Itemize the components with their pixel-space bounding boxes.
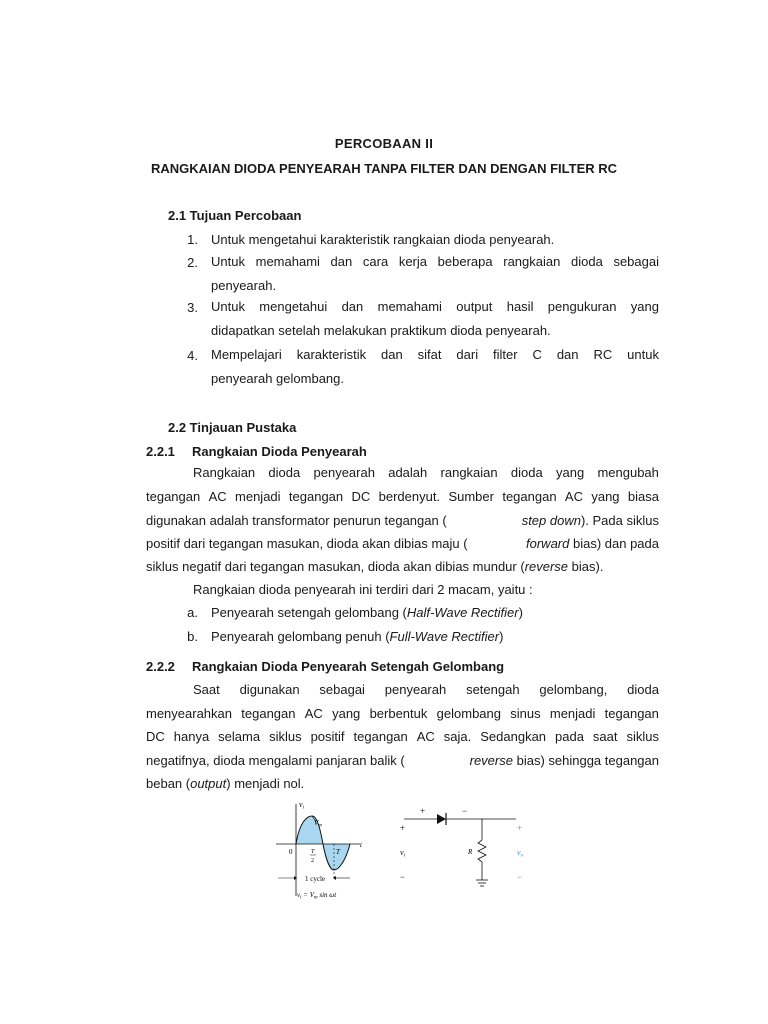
positive-half-cycle xyxy=(296,816,323,844)
text-run xyxy=(526,535,659,553)
text-run: bias) dan pada xyxy=(569,536,659,551)
word: tegangan xyxy=(604,706,659,721)
list-letter: b. xyxy=(187,629,198,644)
text-run: beban ( xyxy=(146,776,191,791)
text-run: ) xyxy=(518,605,523,620)
word: yang xyxy=(630,299,659,314)
subsection-number: 2.2.1 xyxy=(146,444,175,459)
word: Sumber xyxy=(448,489,494,504)
word: selama xyxy=(218,729,261,744)
text-run: Penyearah setengah gelombang ( xyxy=(211,605,407,620)
word: tegangan xyxy=(353,729,408,744)
word: biasa xyxy=(627,489,659,504)
word: dioda xyxy=(268,465,301,480)
section-heading-tujuan: 2.1 Tujuan Percobaan xyxy=(168,208,302,223)
word: tegangan xyxy=(241,706,296,721)
italic-term: output xyxy=(190,776,227,791)
list-item-continuation: penyearah gelombang. xyxy=(211,371,344,386)
word: Saat xyxy=(193,682,220,697)
word: setengah xyxy=(466,682,520,697)
word: dan xyxy=(330,254,353,269)
word: cara xyxy=(362,254,389,269)
word: yang xyxy=(591,489,620,504)
list-item xyxy=(211,347,659,362)
word: pada xyxy=(555,729,584,744)
document-subtitle: RANGKAIAN DIODA PENYEARAH TANPA FILTER DAN DENGAN FILTER RC xyxy=(150,161,618,176)
word: tegangan xyxy=(288,489,344,504)
word: AC xyxy=(208,489,227,504)
paragraph-line xyxy=(146,775,304,793)
list-number: 3. xyxy=(187,300,198,315)
list-item xyxy=(211,299,659,314)
text-run: siklus negatif dari tegangan masukan, dioda akan dibias mundur ( xyxy=(146,559,525,574)
text-run: Penyearah gelombang penuh ( xyxy=(211,629,390,644)
arrowhead xyxy=(333,876,336,880)
word: tegangan xyxy=(502,489,557,504)
word: sinus xyxy=(510,706,541,721)
input-voltage-label: vi xyxy=(400,848,405,859)
paragraph-line xyxy=(146,489,659,504)
time-axis-label: t xyxy=(360,841,362,849)
text-run xyxy=(522,512,659,530)
italic-term: step down xyxy=(521,513,581,528)
word: memahami xyxy=(377,299,442,314)
text-run: ) xyxy=(499,629,504,644)
word: kerja xyxy=(398,254,428,269)
word: berdenyut. xyxy=(378,489,441,504)
subsection-title: Rangkaian Dioda Penyearah Setengah Gelombang xyxy=(192,659,505,674)
diode-plus-label: + xyxy=(420,806,426,816)
half-wave-rectifier-circuit xyxy=(390,800,540,894)
input-plus-label: + xyxy=(400,823,406,833)
word: DC xyxy=(146,729,165,744)
word: penyearah xyxy=(384,682,447,697)
document-title: PERCOBAAN II xyxy=(334,136,434,151)
italic-term: reverse xyxy=(469,753,513,768)
input-sine-wave-figure xyxy=(270,798,370,902)
word: menjadi xyxy=(235,489,281,504)
word: AC xyxy=(416,729,435,744)
paragraph-line xyxy=(146,558,603,576)
half-period-denominator: 2 xyxy=(311,858,314,864)
word: untuk xyxy=(627,347,659,362)
italic-term: reverse xyxy=(524,559,569,574)
origin-label: 0 xyxy=(289,848,293,856)
word: saja. xyxy=(443,729,472,744)
word: filter xyxy=(493,347,518,362)
list-item xyxy=(211,254,659,269)
word: siklus xyxy=(269,729,302,744)
word: pengukuran xyxy=(547,299,617,314)
paragraph-line xyxy=(146,535,659,553)
word: AC xyxy=(304,706,323,721)
word: RC xyxy=(593,347,613,362)
word: memahami xyxy=(255,254,320,269)
word: dari xyxy=(456,347,479,362)
paragraph-line xyxy=(193,465,659,480)
text-run: ) menjadi nol. xyxy=(226,776,305,791)
vm-label: $V_m$ xyxy=(314,819,322,829)
list-number: 4. xyxy=(187,348,198,363)
word: dan xyxy=(381,347,403,362)
word: tegangan xyxy=(146,489,201,504)
word: siklus xyxy=(626,729,659,744)
word: berbentuk xyxy=(369,706,428,721)
paragraph-line xyxy=(146,729,659,744)
list-number: 1. xyxy=(187,232,198,247)
word: beberapa xyxy=(437,254,493,269)
word: dan xyxy=(556,347,579,362)
paragraph-line xyxy=(146,706,659,721)
word: karakteristik xyxy=(296,347,367,362)
word: output xyxy=(456,299,493,314)
word: menyearahkan xyxy=(146,706,232,721)
paragraph-line xyxy=(146,752,659,770)
period-label: T xyxy=(336,848,340,856)
paragraph-line: Rangkaian dioda penyearah ini terdiri dari 2 macam, yaitu : xyxy=(193,582,533,597)
word: sebagai xyxy=(613,254,659,269)
section-heading-tinjauan: 2.2 Tinjauan Pustaka xyxy=(168,420,297,435)
vi-label: vi xyxy=(299,800,304,811)
word: sebagai xyxy=(319,682,365,697)
word: sifat xyxy=(417,347,442,362)
word: yang xyxy=(555,465,585,480)
diode-minus-label: − xyxy=(462,806,468,816)
cycle-label: 1 cycle xyxy=(305,875,326,883)
italic-term: Full-Wave Rectifier xyxy=(389,629,500,644)
word: Mempelajari xyxy=(211,347,282,362)
word: menjadi xyxy=(549,706,596,721)
list-item-continuation: didapatkan setelah melakukan praktikum dioda penyearah. xyxy=(211,323,551,338)
word: penyearah xyxy=(313,465,375,480)
word: rangkaian xyxy=(440,465,498,480)
word: C xyxy=(532,347,542,362)
text-run: negatifnya, dioda mengalami panjaran balik ( xyxy=(146,753,405,768)
text-run xyxy=(470,752,659,770)
word: Sedangkan xyxy=(480,729,547,744)
list-item-continuation: penyearah. xyxy=(211,278,277,293)
paragraph-line xyxy=(146,512,659,530)
half-period-numerator: T xyxy=(311,849,315,855)
output-plus-label: + xyxy=(517,823,523,833)
text-run: ). Pada siklus xyxy=(580,513,659,528)
word: dan xyxy=(341,299,364,314)
input-minus-label: − xyxy=(400,872,406,882)
diode-symbol xyxy=(437,814,446,824)
word: hanya xyxy=(173,729,210,744)
word: rangkaian xyxy=(503,254,561,269)
list-item xyxy=(211,604,523,622)
subsection-title: Rangkaian Dioda Penyearah xyxy=(192,444,367,459)
subsection-number: 2.2.2 xyxy=(146,659,175,674)
word: Untuk xyxy=(211,299,245,314)
word: yang xyxy=(332,706,361,721)
list-letter: a. xyxy=(187,605,198,620)
word: DC xyxy=(351,489,371,504)
resistor-label: R xyxy=(468,848,473,856)
word: positif xyxy=(310,729,345,744)
italic-term: Half-Wave Rectifier xyxy=(406,605,519,620)
output-minus-label: − xyxy=(517,872,523,882)
wave-equation: $v_i = V_m$ sin ωt xyxy=(297,891,337,901)
resistor-symbol xyxy=(478,840,486,862)
text-run: bias) sehingga tegangan xyxy=(512,753,659,768)
text-run: digunakan adalah transformator penurun tegangan ( xyxy=(146,513,447,528)
paragraph-line xyxy=(193,682,659,697)
arrowhead xyxy=(294,876,297,880)
word: adalah xyxy=(388,465,428,480)
word: AC xyxy=(564,489,583,504)
list-item xyxy=(211,628,503,646)
word: dioda xyxy=(627,682,659,697)
word: digunakan xyxy=(239,682,300,697)
list-item: Untuk mengetahui karakteristik rangkaian dioda penyearah. xyxy=(211,232,555,247)
output-voltage-label: vo xyxy=(517,848,524,859)
word: dioda xyxy=(510,465,543,480)
word: gelombang xyxy=(436,706,501,721)
word: dioda xyxy=(571,254,603,269)
word: mengetahui xyxy=(259,299,328,314)
word: saat xyxy=(592,729,618,744)
text-run: bias). xyxy=(568,559,604,574)
list-number: 2. xyxy=(187,255,198,270)
word: Rangkaian xyxy=(193,465,256,480)
word: gelombang, xyxy=(539,682,608,697)
italic-term: forward xyxy=(526,536,570,551)
word: mengubah xyxy=(597,465,659,480)
word: hasil xyxy=(506,299,534,314)
word: Untuk xyxy=(211,254,245,269)
text-run: positif dari tegangan masukan, dioda akan dibias maju ( xyxy=(146,536,468,551)
